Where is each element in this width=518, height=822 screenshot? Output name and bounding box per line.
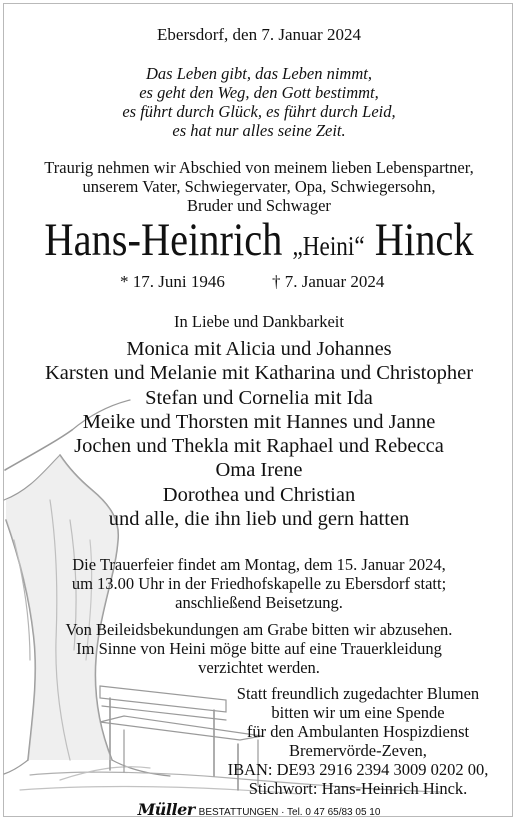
funeral-line: anschließend Beisetzung.: [175, 593, 343, 612]
deceased-name: [36, 212, 481, 274]
funeral-info: [0, 555, 518, 612]
intro-text: [0, 158, 518, 215]
gratitude-line: In Liebe und Dankbarkeit: [174, 312, 344, 331]
donation-request: [210, 684, 506, 798]
poem-line: es führt durch Glück, es führt durch Leid,: [122, 102, 396, 121]
nickname: „Heini“: [292, 231, 365, 261]
funeral-line: Die Trauerfeier findet am Montag, dem 15. Januar 2024,: [72, 555, 446, 574]
footer-funeral-home: [0, 800, 518, 820]
last-name: Hinck: [374, 214, 474, 266]
funeral-home-contact: BESTATTUNGEN · Tel. 0 47 65/83 05 10: [198, 807, 381, 818]
poem-line: es hat nur alles seine Zeit.: [172, 121, 346, 140]
condolence-note: [0, 620, 518, 677]
family-member: Monica mit Alicia und Johannes: [126, 338, 392, 360]
birth-date: * 17. Juni 1946: [120, 272, 225, 291]
family-member: Stefan und Cornelia mit Ida: [145, 386, 373, 409]
donation-line: Statt freundlich zugedachter Blumen: [236, 684, 480, 703]
donation-line: Bremervörde-Zeven,: [289, 741, 427, 760]
donation-line: bitten wir um eine Spende: [271, 703, 445, 722]
place-date: Ebersdorf, den 7. Januar 2024: [157, 25, 361, 44]
poem: [0, 64, 518, 140]
condolence-line: Von Beileidsbekundungen am Grabe bitten wir abzusehen.: [65, 620, 453, 639]
death-date: † 7. Januar 2024: [272, 272, 385, 291]
family-member: Jochen und Thekla mit Raphael und Rebecca: [74, 435, 444, 458]
condolence-line: verzichtet werden.: [198, 658, 320, 677]
family-list: [0, 337, 518, 531]
intro-line: unserem Vater, Schwiegervater, Opa, Schwiegersohn,: [82, 177, 436, 196]
family-member: Meike und Thorsten mit Hannes und Janne: [82, 410, 436, 433]
funeral-line: um 13.00 Uhr in der Friedhofskapelle zu Ebersdorf statt;: [71, 574, 447, 593]
family-member: Oma Irene: [215, 459, 303, 482]
donation-line: Stichwort: Hans-Heinrich Hinck.: [248, 779, 468, 798]
funeral-home-logo: Müller: [137, 800, 195, 819]
family-member: und alle, die ihn lieb und gern hatten: [108, 508, 410, 531]
first-name: Hans-Heinrich: [44, 214, 283, 266]
poem-line: es geht den Weg, den Gott bestimmt,: [139, 83, 379, 102]
intro-line: Bruder und Schwager: [187, 196, 331, 215]
intro-line: Traurig nehmen wir Abschied von meinem lieben Lebenspartner,: [44, 158, 474, 177]
donation-line: für den Ambulanten Hospizdienst: [246, 722, 470, 741]
donation-line: IBAN: DE93 2916 2394 3009 0202 00,: [227, 760, 489, 779]
family-member: Dorothea und Christian: [162, 483, 356, 506]
condolence-line: Im Sinne von Heini möge bitte auf eine Trauerkleidung: [76, 639, 442, 658]
family-member: Karsten und Melanie mit Katharina und Christopher: [44, 362, 474, 385]
poem-line: Das Leben gibt, das Leben nimmt,: [146, 64, 372, 83]
